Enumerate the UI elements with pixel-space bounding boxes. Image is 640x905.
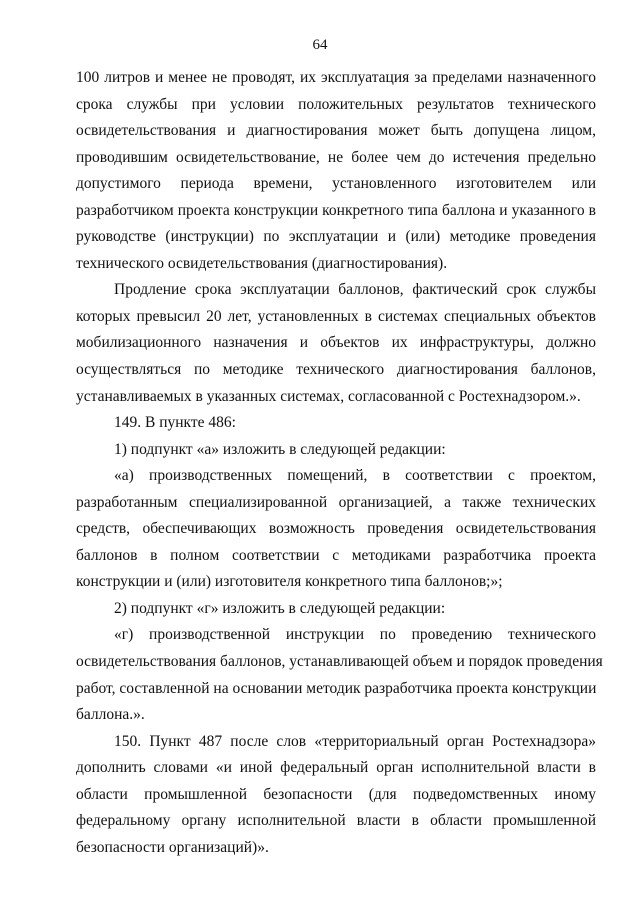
text-line: работ, составленной на основании методик разработчика проекта конструкции [76, 679, 597, 697]
text-line: разработчиком проекта конструкции конкретного типа баллона и указанного в [76, 201, 596, 219]
text-line: руководстве (инструкции) по эксплуатации и (или) методике проведения [76, 228, 596, 246]
text-line: федеральному органу исполнительной власти в области промышленной [76, 812, 596, 830]
text-line: 150. Пункт 487 после слов «территориальный орган Ростехнадзора» [114, 732, 596, 750]
text-line: баллона.». [76, 706, 145, 724]
text-line: допустимого периода времени, установленного изготовителем или [76, 175, 596, 193]
text-line: освидетельствования баллонов, устанавливающей объем и порядок проведения [76, 653, 603, 671]
text-line: мобилизационного назначения и объектов их инфраструктуры, должно [76, 334, 596, 352]
text-line: срока службы при условии положительных результатов технического [76, 95, 596, 113]
text-line: разработанным специализированной организацией, а также технических [76, 493, 596, 511]
text-line: области промышленной безопасности (для подведомственных иному [76, 785, 596, 803]
text-line: проводившим освидетельствование, не более чем до истечения предельно [76, 148, 596, 166]
text-line: «а) производственных помещений, в соответствии с проектом, [114, 467, 596, 485]
text-line: 1) подпункт «а» изложить в следующей редакции: [114, 440, 446, 458]
text-line: 2) подпункт «г» изложить в следующей редакции: [114, 599, 446, 617]
text-line: устанавливаемых в указанных системах, согласованной с Ростехнадзором.». [76, 387, 581, 405]
text-line: Продление срока эксплуатации баллонов, фактический срок службы [114, 281, 596, 299]
document-body [76, 65, 603, 861]
page-number: 64 [312, 37, 328, 53]
text-line: 100 литров и менее не проводят, их эксплуатация за пределами назначенного [76, 69, 596, 86]
text-line: 149. В пункте 486: [114, 414, 236, 432]
text-line: дополнить словами «и иной федеральный орган исполнительной власти в [76, 759, 596, 777]
text-line: конструкции и (или) изготовителя конкретного типа баллонов;»; [76, 573, 503, 591]
text-line: «г) производственной инструкции по проведению технического [114, 626, 596, 644]
text-line: безопасности организаций)». [76, 838, 269, 856]
text-line: средств, обеспечивающих возможность проведения освидетельствования [76, 520, 596, 538]
text-line: технического освидетельствования (диагностирования). [76, 254, 448, 272]
text-line: осуществляться по методике технического диагностирования баллонов, [76, 361, 596, 379]
text-line: которых превысил 20 лет, установленных в системах специальных объектов [76, 307, 596, 325]
text-line: освидетельствования и диагностирования может быть допущена лицом, [76, 122, 596, 140]
text-line: баллонов в полном соответствии с методиками разработчика проекта [76, 546, 596, 564]
